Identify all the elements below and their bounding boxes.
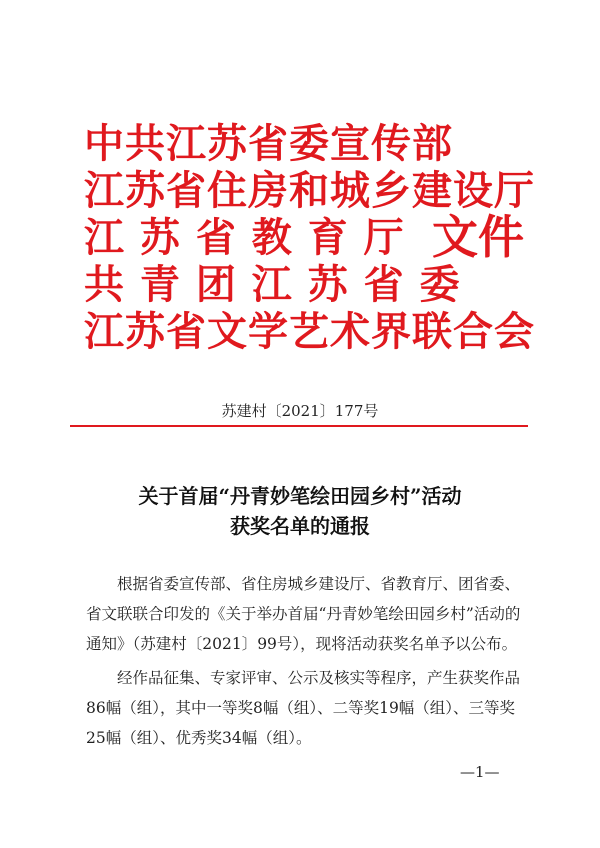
document-title xyxy=(0,481,600,541)
title-line: 获奖名单的通报 xyxy=(230,514,370,538)
document-number: 苏建村〔2021〕177号 xyxy=(221,402,379,420)
issuer-line: 中共江苏省委宣传部 xyxy=(84,120,453,167)
title-line: 关于首届“丹青妙笔绘田园乡村”活动 xyxy=(138,484,462,508)
body-paragraph: 根据省委宣传部、省住房城乡建设厅、省教育厅、团省委、省文联联合印发的《关于举办首届“丹青妙笔绘田园乡村”活动的通知》（苏建村〔2021〕99号），现将活动获奖名单予以公布。 xyxy=(86,575,521,653)
issuer-line: 共 青 团 江 苏 省 委 xyxy=(84,261,461,308)
page-number: —1— xyxy=(460,763,500,781)
issuer-line: 江苏省文学艺术界联合会 xyxy=(84,308,535,355)
document-body xyxy=(86,569,526,753)
document-suffix: 文件 xyxy=(432,210,524,264)
issuer-line: 江苏省住房和城乡建设厅 xyxy=(84,167,535,214)
body-paragraph: 经作品征集、专家评审、公示及核实等程序，产生获奖作品86幅（组），其中一等奖8幅（组）、二等奖19幅（组）、三等奖25幅（组）、优秀奖34幅（组）。 xyxy=(86,669,521,747)
issuer-line: 江 苏 省 教 育 厅 xyxy=(84,214,405,261)
red-divider xyxy=(70,425,528,427)
